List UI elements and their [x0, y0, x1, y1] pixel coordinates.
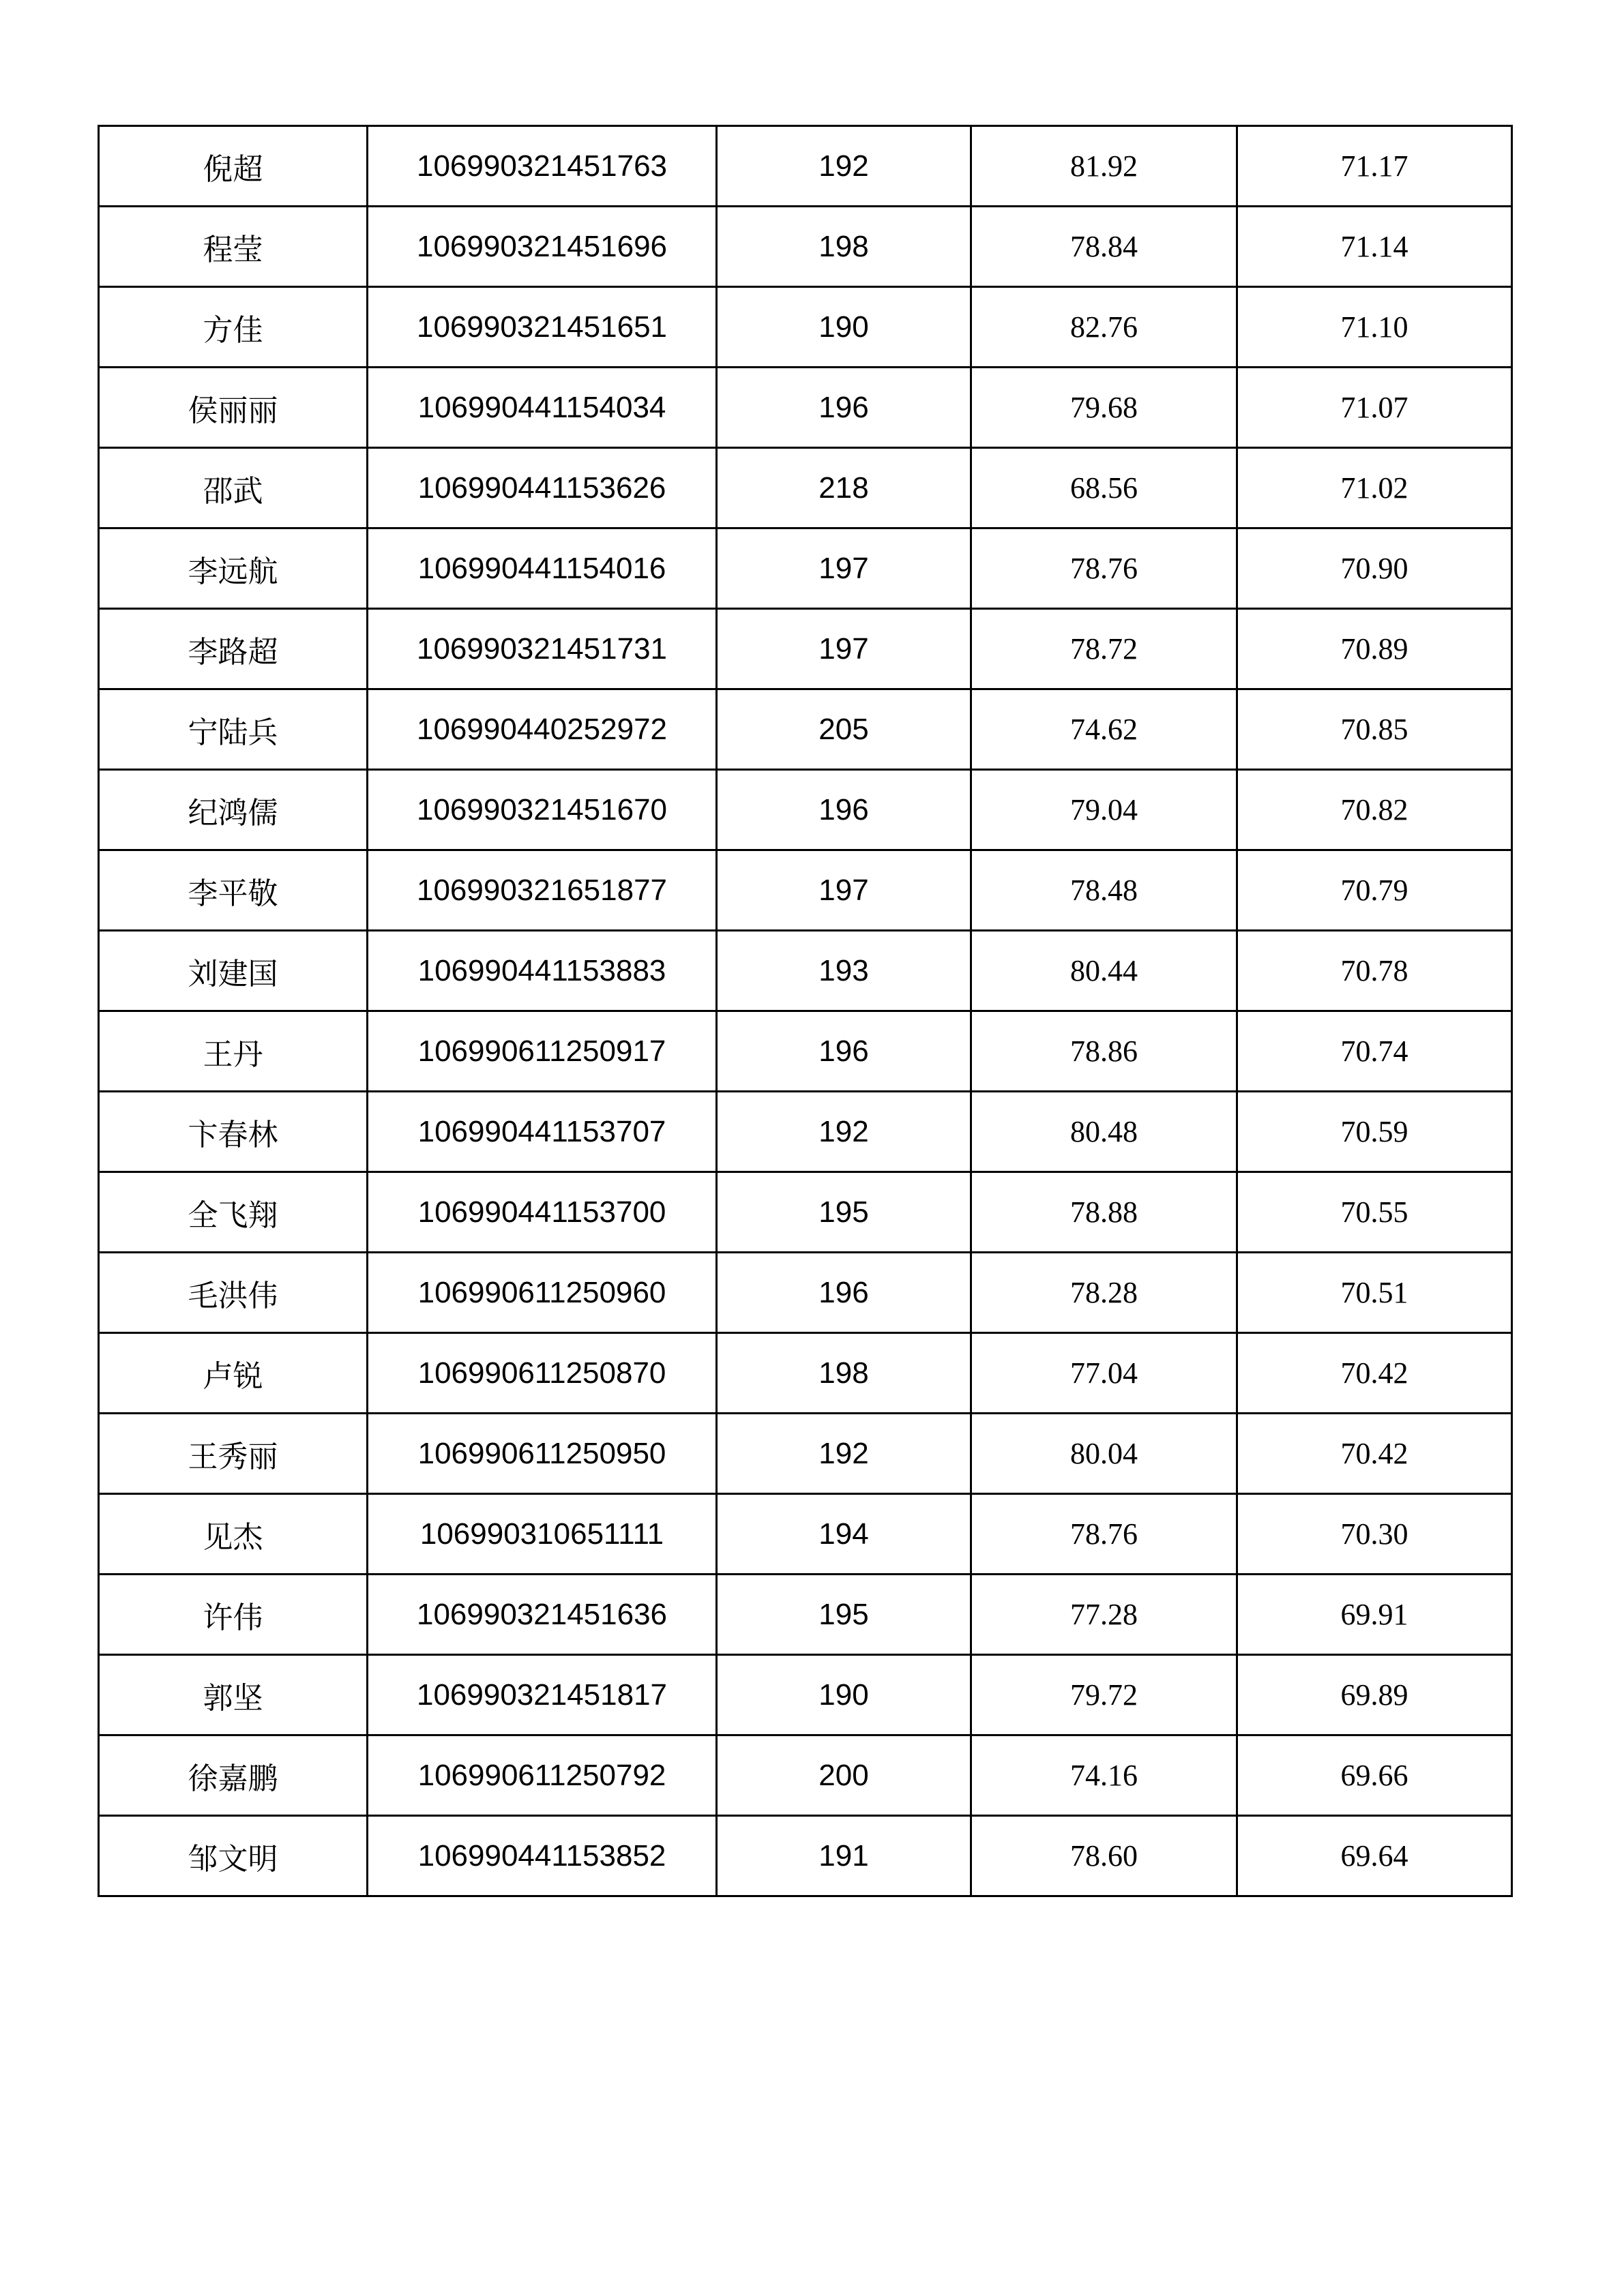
exam-id-cell: 106990611250870 — [368, 1333, 717, 1414]
prelim-score-cell: 192 — [717, 1092, 971, 1172]
candidate-name-cell: 程莹 — [99, 207, 368, 287]
table-row — [99, 1172, 1512, 1253]
retest-score-cell: 78.60 — [971, 1816, 1237, 1896]
prelim-score-cell: 195 — [717, 1172, 971, 1253]
exam-id-cell: 106990441153707 — [368, 1092, 717, 1172]
table-row — [99, 287, 1512, 368]
candidate-name-cell: 见杰 — [99, 1494, 368, 1575]
retest-score-cell: 80.04 — [971, 1414, 1237, 1494]
total-score-cell: 69.89 — [1237, 1655, 1512, 1735]
candidate-name-cell: 毛洪伟 — [99, 1253, 368, 1333]
retest-score-cell: 74.16 — [971, 1735, 1237, 1816]
prelim-score-cell: 200 — [717, 1735, 971, 1816]
total-score-cell: 70.89 — [1237, 609, 1512, 689]
prelim-score-cell: 196 — [717, 1011, 971, 1092]
prelim-score-cell: 190 — [717, 1655, 971, 1735]
table-row — [99, 1816, 1512, 1896]
retest-score-cell: 80.48 — [971, 1092, 1237, 1172]
table-row — [99, 1333, 1512, 1414]
candidate-name-cell: 卞春林 — [99, 1092, 368, 1172]
score-table — [98, 125, 1513, 1897]
prelim-score-cell: 192 — [717, 126, 971, 207]
candidate-name-cell: 李平敬 — [99, 850, 368, 931]
exam-id-cell: 106990611250960 — [368, 1253, 717, 1333]
retest-score-cell: 78.84 — [971, 207, 1237, 287]
exam-id-cell: 106990441153852 — [368, 1816, 717, 1896]
table-row — [99, 689, 1512, 770]
table-row — [99, 1253, 1512, 1333]
prelim-score-cell: 197 — [717, 609, 971, 689]
candidate-name-cell: 纪鸿儒 — [99, 770, 368, 850]
prelim-score-cell: 218 — [717, 448, 971, 528]
retest-score-cell: 78.76 — [971, 1494, 1237, 1575]
prelim-score-cell: 190 — [717, 287, 971, 368]
candidate-name-cell: 侯丽丽 — [99, 368, 368, 448]
retest-score-cell: 80.44 — [971, 931, 1237, 1011]
exam-id-cell: 106990441153883 — [368, 931, 717, 1011]
exam-id-cell: 106990321451651 — [368, 287, 717, 368]
exam-id-cell: 106990611250792 — [368, 1735, 717, 1816]
total-score-cell: 71.02 — [1237, 448, 1512, 528]
retest-score-cell: 78.76 — [971, 528, 1237, 609]
retest-score-cell: 79.04 — [971, 770, 1237, 850]
exam-id-cell: 106990611250950 — [368, 1414, 717, 1494]
retest-score-cell: 78.48 — [971, 850, 1237, 931]
exam-id-cell: 106990321451670 — [368, 770, 717, 850]
total-score-cell: 70.85 — [1237, 689, 1512, 770]
candidate-name-cell: 邵武 — [99, 448, 368, 528]
candidate-name-cell: 李远航 — [99, 528, 368, 609]
total-score-cell: 70.90 — [1237, 528, 1512, 609]
candidate-name-cell: 王丹 — [99, 1011, 368, 1092]
candidate-name-cell: 倪超 — [99, 126, 368, 207]
table-row — [99, 1655, 1512, 1735]
retest-score-cell: 79.68 — [971, 368, 1237, 448]
retest-score-cell: 77.28 — [971, 1575, 1237, 1655]
prelim-score-cell: 197 — [717, 850, 971, 931]
exam-id-cell: 106990441154034 — [368, 368, 717, 448]
exam-id-cell: 106990440252972 — [368, 689, 717, 770]
table-row — [99, 1494, 1512, 1575]
table-row — [99, 126, 1512, 207]
table-row — [99, 1414, 1512, 1494]
table-row — [99, 850, 1512, 931]
table-row — [99, 1575, 1512, 1655]
total-score-cell: 70.78 — [1237, 931, 1512, 1011]
retest-score-cell: 78.88 — [971, 1172, 1237, 1253]
total-score-cell: 70.79 — [1237, 850, 1512, 931]
candidate-name-cell: 卢锐 — [99, 1333, 368, 1414]
retest-score-cell: 78.86 — [971, 1011, 1237, 1092]
total-score-cell: 70.74 — [1237, 1011, 1512, 1092]
total-score-cell: 70.42 — [1237, 1333, 1512, 1414]
retest-score-cell: 74.62 — [971, 689, 1237, 770]
exam-id-cell: 106990310651111 — [368, 1494, 717, 1575]
prelim-score-cell: 197 — [717, 528, 971, 609]
retest-score-cell: 79.72 — [971, 1655, 1237, 1735]
prelim-score-cell: 196 — [717, 368, 971, 448]
retest-score-cell: 78.28 — [971, 1253, 1237, 1333]
prelim-score-cell: 196 — [717, 770, 971, 850]
table-row — [99, 609, 1512, 689]
candidate-name-cell: 全飞翔 — [99, 1172, 368, 1253]
candidate-name-cell: 宁陆兵 — [99, 689, 368, 770]
table-row — [99, 1011, 1512, 1092]
total-score-cell: 70.82 — [1237, 770, 1512, 850]
candidate-name-cell: 刘建国 — [99, 931, 368, 1011]
total-score-cell: 69.66 — [1237, 1735, 1512, 1816]
retest-score-cell: 68.56 — [971, 448, 1237, 528]
table-row — [99, 207, 1512, 287]
total-score-cell: 71.14 — [1237, 207, 1512, 287]
prelim-score-cell: 194 — [717, 1494, 971, 1575]
total-score-cell: 71.07 — [1237, 368, 1512, 448]
prelim-score-cell: 193 — [717, 931, 971, 1011]
exam-id-cell: 106990321451731 — [368, 609, 717, 689]
table-row — [99, 1735, 1512, 1816]
prelim-score-cell: 198 — [717, 207, 971, 287]
total-score-cell: 69.91 — [1237, 1575, 1512, 1655]
prelim-score-cell: 191 — [717, 1816, 971, 1896]
exam-id-cell: 106990321451817 — [368, 1655, 717, 1735]
total-score-cell: 71.17 — [1237, 126, 1512, 207]
table-row — [99, 528, 1512, 609]
prelim-score-cell: 196 — [717, 1253, 971, 1333]
retest-score-cell: 78.72 — [971, 609, 1237, 689]
candidate-name-cell: 邹文明 — [99, 1816, 368, 1896]
table-row — [99, 931, 1512, 1011]
prelim-score-cell: 192 — [717, 1414, 971, 1494]
candidate-name-cell: 郭坚 — [99, 1655, 368, 1735]
exam-id-cell: 106990321651877 — [368, 850, 717, 931]
exam-id-cell: 106990611250917 — [368, 1011, 717, 1092]
total-score-cell: 69.64 — [1237, 1816, 1512, 1896]
total-score-cell: 70.30 — [1237, 1494, 1512, 1575]
exam-id-cell: 106990321451636 — [368, 1575, 717, 1655]
table-row — [99, 770, 1512, 850]
table-row — [99, 368, 1512, 448]
candidate-name-cell: 王秀丽 — [99, 1414, 368, 1494]
prelim-score-cell: 195 — [717, 1575, 971, 1655]
prelim-score-cell: 205 — [717, 689, 971, 770]
exam-id-cell: 106990321451763 — [368, 126, 717, 207]
exam-id-cell: 106990441153626 — [368, 448, 717, 528]
total-score-cell: 70.55 — [1237, 1172, 1512, 1253]
total-score-cell: 71.10 — [1237, 287, 1512, 368]
retest-score-cell: 81.92 — [971, 126, 1237, 207]
total-score-cell: 70.59 — [1237, 1092, 1512, 1172]
candidate-name-cell: 方佳 — [99, 287, 368, 368]
score-table-body — [99, 126, 1512, 1896]
candidate-name-cell: 徐嘉鹏 — [99, 1735, 368, 1816]
candidate-name-cell: 李路超 — [99, 609, 368, 689]
retest-score-cell: 82.76 — [971, 287, 1237, 368]
exam-id-cell: 106990321451696 — [368, 207, 717, 287]
exam-id-cell: 106990441154016 — [368, 528, 717, 609]
prelim-score-cell: 198 — [717, 1333, 971, 1414]
candidate-name-cell: 许伟 — [99, 1575, 368, 1655]
total-score-cell: 70.42 — [1237, 1414, 1512, 1494]
total-score-cell: 70.51 — [1237, 1253, 1512, 1333]
table-row — [99, 448, 1512, 528]
exam-id-cell: 106990441153700 — [368, 1172, 717, 1253]
table-row — [99, 1092, 1512, 1172]
retest-score-cell: 77.04 — [971, 1333, 1237, 1414]
